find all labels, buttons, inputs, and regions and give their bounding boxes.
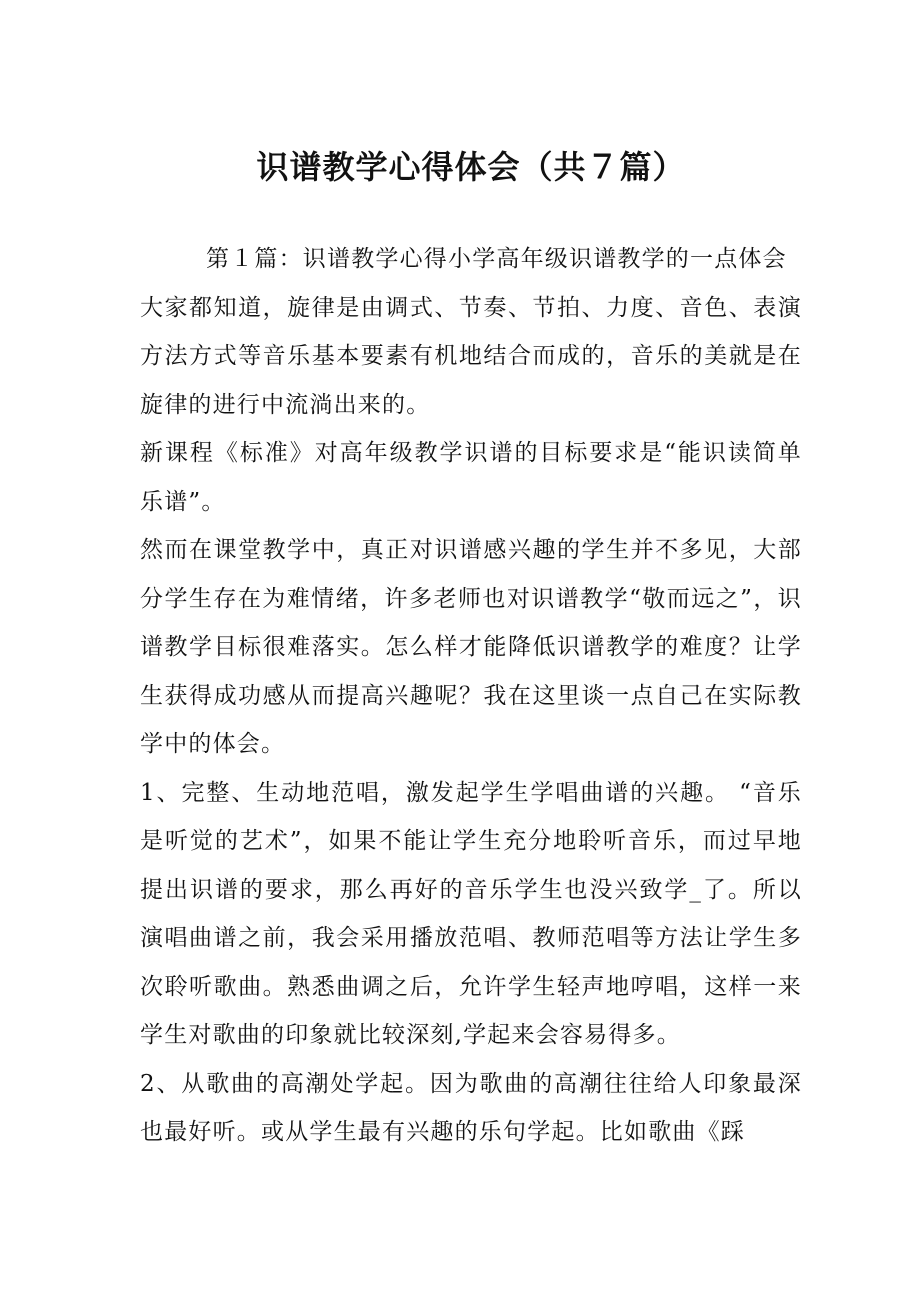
- document-body: [140, 235, 802, 1157]
- body-paragraph: 大家都知道，旋律是由调式、节奏、节拍、力度、音色、表演方法方式等音乐基本要素有机地结合而成的，音乐的美就是在旋律的进行中流淌出来的。: [140, 294, 802, 418]
- body-paragraph: 1、完整、生动地范唱，激发起学生学唱曲谱的兴趣。 “音乐是听觉的艺术”，如果不能让学生充分地聆听音乐，而过早地提出识谱的要求，那么再好的音乐学生也没兴致学_了。所以演唱曲谱之前，我会采用播放范唱、教师范唱等方法让学生多次聆听歌曲。熟悉曲调之后，允许学生轻声地哼唱，这样一来学生对歌曲的印象就比较深刻,学起来会容易得多。: [140, 779, 802, 1048]
- body-paragraph: 然而在课堂教学中，真正对识谱感兴趣的学生并不多见，大部分学生存在为难情绪，许多老师也对识谱教学“敬而远之”，识谱教学目标很难落实。怎么样才能降低识谱教学的难度？让学生获得成功感从而提高兴趣呢？我在这里谈一点自己在实际教学中的体会。: [140, 537, 802, 757]
- body-paragraph: 新课程《标准》对高年级教学识谱的目标要求是“能识读简单乐谱”。: [140, 440, 802, 515]
- document-title: 识谱教学心得体会（共７篇）: [256, 148, 686, 186]
- body-paragraph: 2、从歌曲的高潮处学起。因为歌曲的高潮往往给人印象最深也最好听。或从学生最有兴趣的乐句学起。比如歌曲《踩: [140, 1070, 802, 1145]
- chapter-heading: 第１篇：识谱教学心得小学高年级识谱教学的一点体会: [206, 246, 787, 272]
